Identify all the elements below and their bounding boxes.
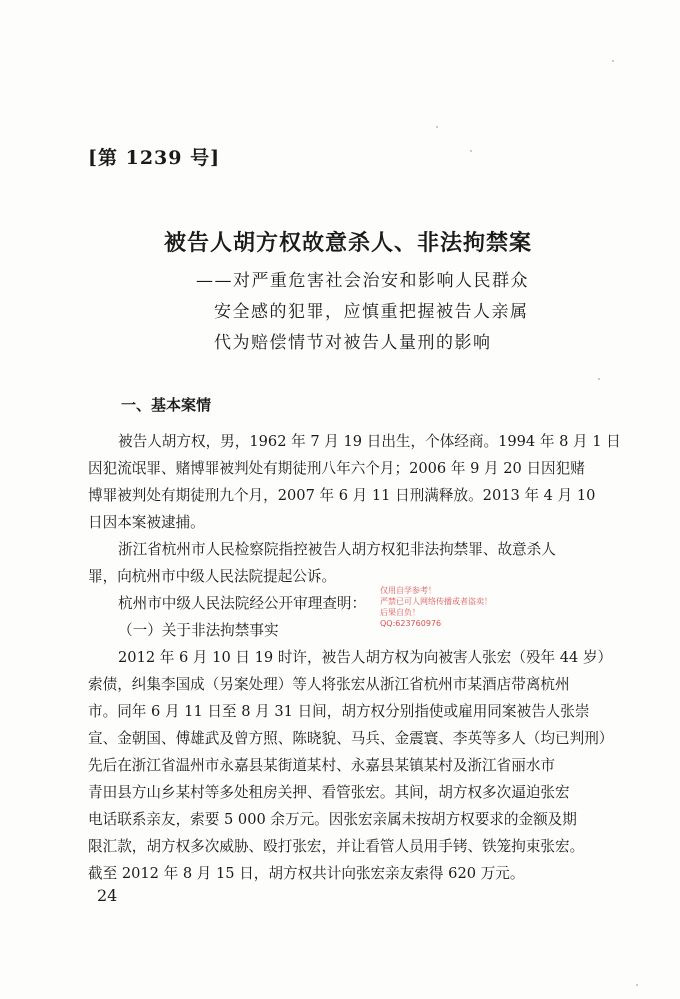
body-line: 先后在浙江省温州市永嘉县某街道某村、永嘉县某镇某村及浙江省丽水市 xyxy=(88,757,556,774)
scan-speck xyxy=(598,378,600,380)
subtitle-line-3: 代为赔偿情节对被告人量刑的影响 xyxy=(214,333,492,353)
scan-speck xyxy=(612,60,614,62)
body-line: 限汇款，胡方权多次威胁、殴打张宏，并让看管人员用手铐、铁笼拘束张宏。 xyxy=(88,838,585,855)
watermark-line: 严禁已可人网络传播或者盗卖！ xyxy=(380,597,492,606)
body-line: 青田县方山乡某村等多处租房关押、看管张宏。其间，胡方权多次逼迫张宏 xyxy=(88,784,570,801)
body-line: 因犯流氓罪、赌博罪被判处有期徒刑八年六个月；2006 年 9 月 20 日因犯赌 xyxy=(88,460,585,477)
body-line: 浙江省杭州市人民检察院指控被告人胡方权犯非法拘禁罪、故意杀人 xyxy=(118,541,556,558)
body-line: 杭州市中级人民法院经公开审理查明： xyxy=(118,595,367,612)
body-line: 2012 年 6 月 10 日 19 时许，被告人胡方权为向被害人张宏（殁年 44 岁） xyxy=(118,649,613,666)
subtitle-line-1: ——对严重危害社会治安和影响人民群众 xyxy=(196,271,529,291)
body-line: 宣、金朝国、傅雄武及曾方照、陈晓貌、马兵、金震寰、李英等多人（均已判刑） xyxy=(88,730,614,747)
watermark-stamp xyxy=(380,585,492,629)
body-line: （一）关于非法拘禁事实 xyxy=(118,622,279,639)
body-line: 电话联系亲友，索要 5 000 余万元。因张宏亲属未按胡方权要求的金额及期 xyxy=(88,811,577,828)
scan-speck xyxy=(436,126,438,128)
watermark-line: QQ:623760976 xyxy=(380,619,442,628)
body-line: 索债，纠集李国成（另案处理）等人将张宏从浙江省杭州市某酒店带离杭州 xyxy=(88,676,570,693)
scan-speck xyxy=(636,984,638,986)
section-heading: 一、基本案情 xyxy=(121,396,212,414)
case-number: [第 1239 号] xyxy=(88,147,221,169)
body-line: 博罪被判处有期徒刑九个月，2007 年 6 月 11 日刑满释放。2013 年 4 月 10 xyxy=(88,487,596,504)
body-line: 截至 2012 年 8 月 15 日，胡方权共计向张宏亲友索得 620 万元。 xyxy=(88,865,525,882)
watermark-line: 后果自负！ xyxy=(380,608,420,617)
subtitle-line-2: 安全感的犯罪，应慎重把握被告人亲属 xyxy=(214,302,529,322)
body-line: 市。同年 6 月 11 日至 8 月 31 日间，胡方权分别指使或雇用同案被告人张崇 xyxy=(88,703,590,720)
page-number: 24 xyxy=(97,886,118,905)
case-title: 被告人胡方权故意杀人、非法拘禁案 xyxy=(163,230,532,256)
body-line: 被告人胡方权，男，1962 年 7 月 19 日出生，个体经商。1994 年 8 月 1 日 xyxy=(118,433,621,450)
watermark-line: 仅用自学参考！ xyxy=(380,586,436,595)
body-line: 罪，向杭州市中级人民法院提起公诉。 xyxy=(88,568,337,585)
body-line: 日因本案被逮捕。 xyxy=(88,514,205,531)
scan-speck xyxy=(470,150,472,152)
